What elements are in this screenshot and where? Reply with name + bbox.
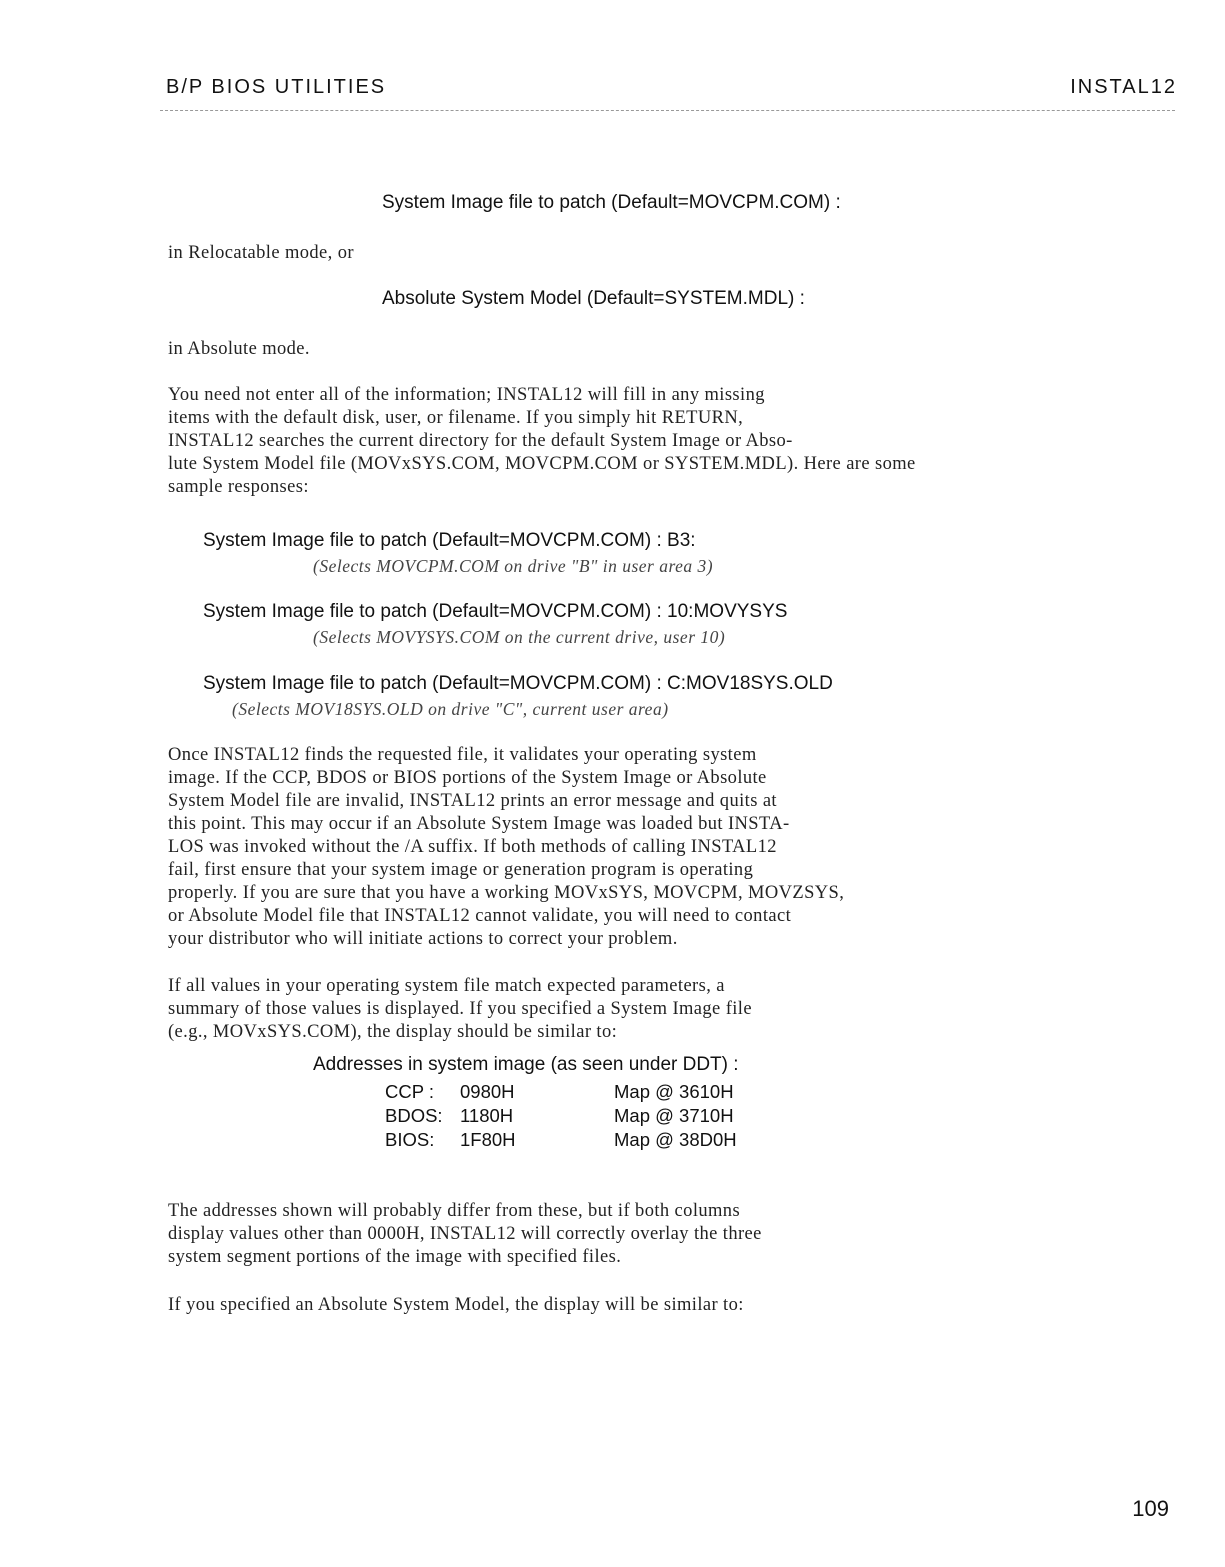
paragraph-line: image. If the CCP, BDOS or BIOS portions of the System Image or Absolute	[168, 768, 767, 788]
paragraph-line: The addresses shown will probably differ from these, but if both columns	[168, 1201, 741, 1221]
address-map: Map @ 38D0H	[614, 1129, 737, 1150]
address-name: BIOS:	[385, 1129, 435, 1150]
paragraph-addresses	[168, 1200, 1178, 1269]
address-name: CCP :	[385, 1081, 435, 1102]
text-absolute-mode: in Absolute mode.	[168, 339, 310, 359]
paragraph-line: items with the default disk, user, or filename. If you simply hit RETURN,	[168, 408, 744, 428]
paragraph-line: display values other than 0000H, INSTAL12 will correctly overlay the three	[168, 1224, 762, 1244]
paragraph-line: system segment portions of the image with specified files.	[168, 1247, 622, 1267]
text-relocatable-mode: in Relocatable mode, or	[168, 243, 354, 263]
example-prompt: System Image file to patch (Default=MOVCPM.COM) : 10:MOVYSYS	[203, 601, 788, 622]
address-value: 0980H	[460, 1081, 515, 1102]
address-name: BDOS:	[385, 1105, 443, 1126]
header-rule	[160, 110, 1175, 111]
address-value: 1180H	[460, 1105, 514, 1126]
paragraph-line: or Absolute Model file that INSTAL12 cannot validate, you will need to contact	[168, 906, 792, 926]
paragraph-line: fail, first ensure that your system image or generation program is operating	[168, 860, 754, 880]
paragraph-line: lute System Model file (MOVxSYS.COM, MOVCPM.COM or SYSTEM.MDL). Here are some	[168, 454, 916, 474]
paragraph-line: System Model file are invalid, INSTAL12 prints an error message and quits at	[168, 791, 777, 811]
example-note: (Selects MOVYSYS.COM on the current drive, user 10)	[313, 627, 726, 647]
running-header-title: B/P BIOS UTILITIES	[166, 76, 387, 98]
example-prompt: System Image file to patch (Default=MOVCPM.COM) : B3:	[203, 530, 696, 551]
addresses-title: Addresses in system image (as seen under DDT) :	[313, 1054, 739, 1075]
paragraph-line: summary of those values is displayed. If you specified a System Image file	[168, 999, 752, 1019]
example-note: (Selects MOVCPM.COM on drive "B" in user area 3)	[313, 556, 714, 576]
page-number: 109	[1132, 1496, 1169, 1521]
running-header-section: INSTAL12	[1070, 76, 1177, 98]
example-prompt: System Image file to patch (Default=MOVCPM.COM) : C:MOV18SYS.OLD	[203, 673, 833, 694]
example-note: (Selects MOV18SYS.OLD on drive "C", current user area)	[232, 699, 669, 719]
paragraph-summary	[168, 975, 1178, 1044]
address-value: 1F80H	[460, 1129, 516, 1150]
paragraph-line: this point. This may occur if an Absolute System Image was loaded but INSTA-	[168, 814, 790, 834]
paragraph-line: Once INSTAL12 finds the requested file, it validates your operating system	[168, 745, 757, 765]
address-map: Map @ 3610H	[614, 1081, 734, 1102]
address-map: Map @ 3710H	[614, 1105, 734, 1126]
paragraph-line: LOS was invoked without the /A suffix. If both methods of calling INSTAL12	[168, 837, 777, 857]
paragraph-line: your distributor who will initiate actions to correct your problem.	[168, 929, 678, 949]
paragraph-defaults	[168, 384, 1178, 499]
paragraph-line: sample responses:	[168, 477, 309, 497]
paragraph-line: INSTAL12 searches the current directory for the default System Image or Abso-	[168, 431, 793, 451]
paragraph-validation	[168, 744, 1178, 951]
prompt-patch-default: System Image file to patch (Default=MOVCPM.COM) :	[382, 192, 841, 213]
prompt-model-default: Absolute System Model (Default=SYSTEM.MDL) :	[382, 288, 805, 309]
paragraph-line: You need not enter all of the information; INSTAL12 will fill in any missing	[168, 385, 765, 405]
paragraph-absolute-model: If you specified an Absolute System Model, the display will be similar to:	[168, 1295, 744, 1315]
paragraph-line: If all values in your operating system file match expected parameters, a	[168, 976, 725, 996]
paragraph-line: (e.g., MOVxSYS.COM), the display should be similar to:	[168, 1022, 618, 1042]
paragraph-line: properly. If you are sure that you have a working MOVxSYS, MOVCPM, MOVZSYS,	[168, 883, 845, 903]
